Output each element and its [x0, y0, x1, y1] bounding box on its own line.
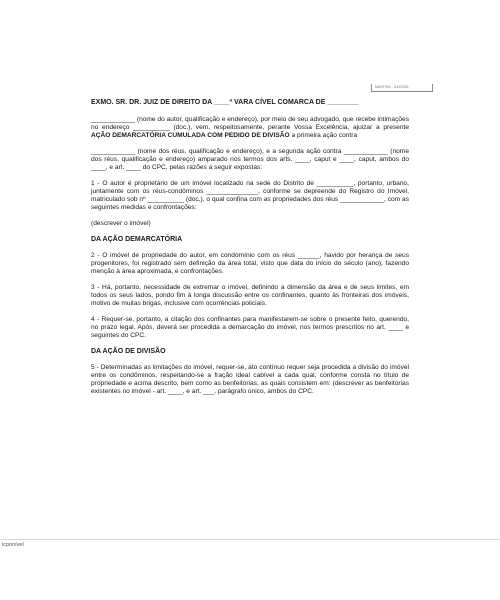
- document-title: EXMO. SR. DR. JUIZ DE DIREITO DA ____ª VARA CÍVEL COMARCA DE ________: [91, 99, 359, 106]
- describe-property-note: (descrever o imóvel): [91, 220, 151, 227]
- paragraph-3: 3 - Há, portanto, necessidade de extremar o imóvel, definindo a dimensão da área e de seus limites, em todos os seus lados, pondo fim à longa discussão entre os confinantes, quanto às fronteiras dos imóveis, motivo de muitas brigas, inclusive com ocorrências policiais.: [91, 284, 409, 307]
- paragraph-2: 2 - O imóvel de propriedade do autor, em condomínio com os réus ______, havido por herança de seus progenitores, foi registrado sem definição da área total, visto que data do início do século (ano), fazendo menção à área aproximada, e confrontações.: [91, 252, 409, 275]
- header-stamp: MARTINS - ILEGÍVEL: [371, 84, 433, 92]
- paragraph-1: 1 - O autor é proprietário de um imóvel localizado na sede do Distrito de __________, portanto, urbano, juntamente com os réus-condôminos ______________, conforme se depreende do Registro do Imóvel, matriculado sob nº __________ (doc.), o qual confina com as propriedades dos réus ____________, com as seguintes medidas e confrontações:: [91, 180, 409, 211]
- paragraph-5: 5 - Determinadas as limitações do imóvel, requer-se, ato contínuo requer seja procedida a divisão do imóvel entre os condôminos, respeitando-se a fração ideal cabível a cada qual, conforme consta no título de propriedade e acima descrito, bem como as benfeitorias, as quais consistem em: (descrever as benfeitorias existentes no imóvel - art. ____, e art. ___, parágrafo único, ambos do CPC.: [91, 364, 409, 395]
- section-heading-divisao: DA AÇÃO DE DIVISÃO: [91, 348, 166, 355]
- intro-text: ____________ (nome do autor, qualificação e endereço), por meio de seu advogado, que recebe intimações no endereço __________ (doc.), vem, respeitosamente, perante Vossa Excelência, ajuizar a presente: [91, 116, 409, 131]
- section-heading-demarcatoria: DA AÇÃO DEMARCATÓRIA: [91, 236, 183, 243]
- intro-paragraph-defendants: ____________ (nome dos réus, qualificação e endereço), e a segunda ação contra ____________ (nome dos réus, qualificação e endereço) amparado nos termos dos arts. ____, caput e ____, caput, ambos do ____, e art. ____ do CPC, pelas razões a seguir expostas:: [91, 148, 409, 171]
- intro-paragraph-author: [91, 116, 409, 140]
- intro-end-text: a primeira ação contra: [289, 132, 358, 139]
- petition-document: [91, 98, 409, 396]
- paragraph-4: 4 - Requer-se, portanto, a citação dos confinantes para manifestarem-se sobre o presente feito, querendo, no prazo legal. Após, deverá ser procedida a demarcação do imóvel, nos termos prescritos no art. ____ e seguintes do CPC.: [91, 316, 409, 339]
- action-name: AÇÃO DEMARCATÓRIA CUMULADA COM PEDIDO DE DIVISÃO: [91, 132, 290, 139]
- footer-divider: [0, 539, 500, 540]
- footer-status: icponível: [2, 542, 24, 548]
